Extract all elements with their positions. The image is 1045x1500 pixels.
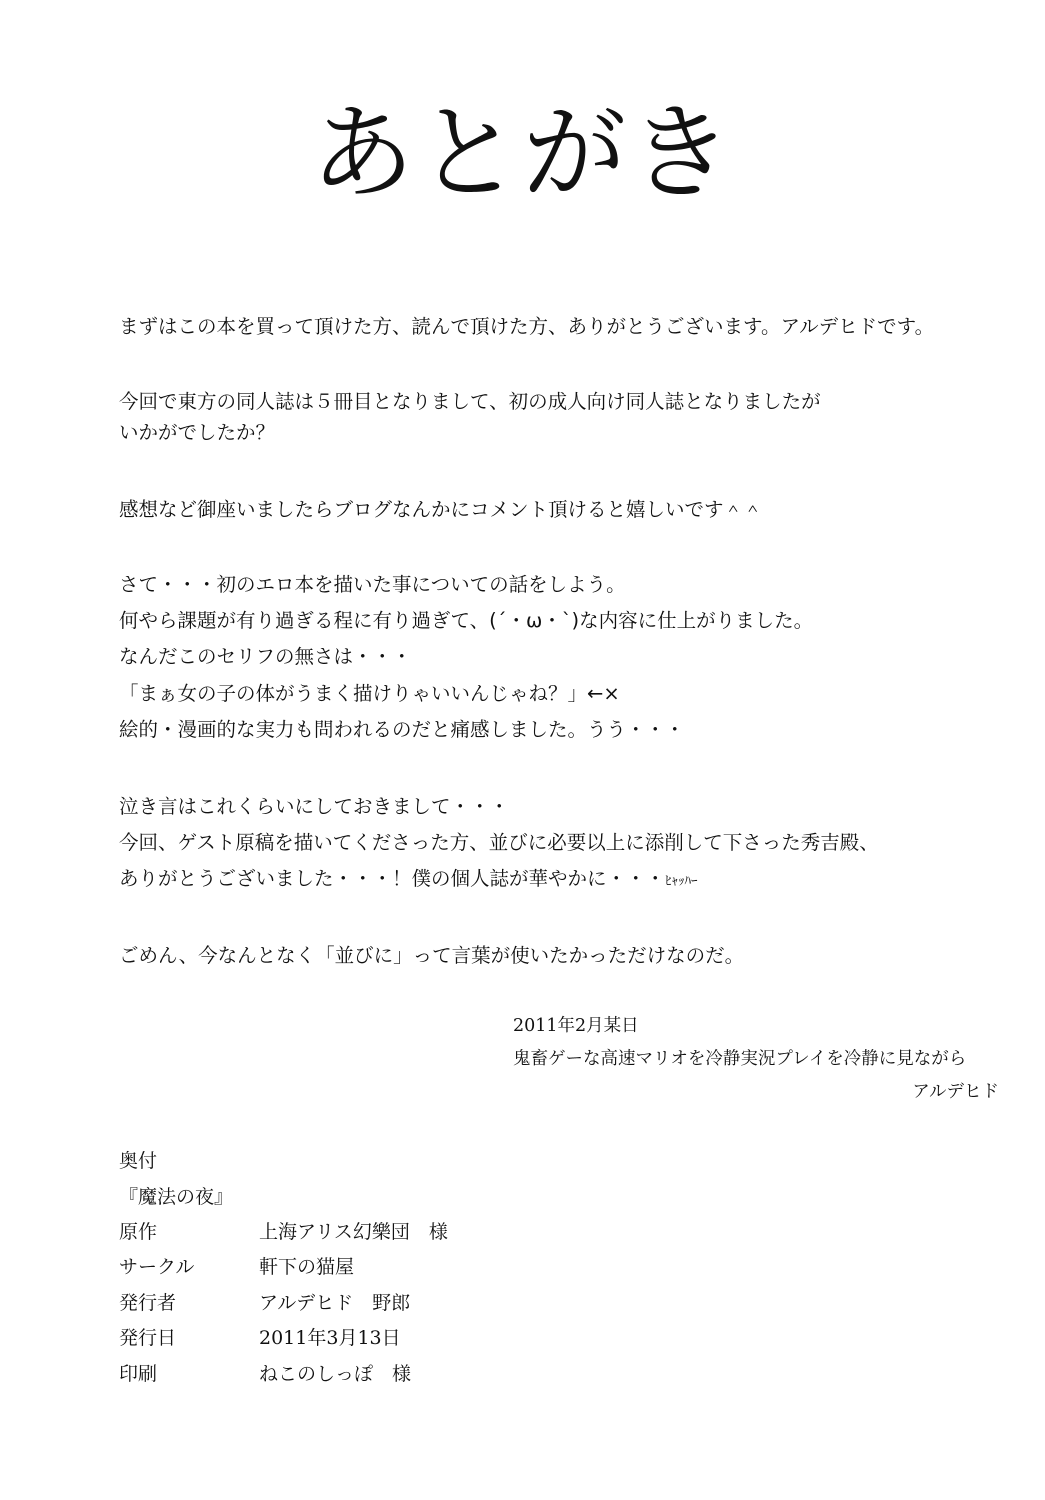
colophon-label: 原作 xyxy=(119,1221,158,1243)
colophon-label: 発行日 xyxy=(119,1327,177,1349)
colophon-value: ねこのしっぽ 様 xyxy=(259,1363,412,1385)
colophon-row-circle xyxy=(119,1254,719,1280)
colophon-value: 上海アリス幻樂団 様 xyxy=(259,1221,448,1243)
body-line: なんだこのセリフの無さは・・・ xyxy=(119,645,412,668)
colophon-value: 軒下の猫屋 xyxy=(259,1256,355,1278)
body-line-text: ありがとうございました・・・！僕の個人誌が華やかに・・・ xyxy=(119,867,666,890)
page-title: あとがき xyxy=(310,92,735,214)
colophon-label: 印刷 xyxy=(119,1363,158,1385)
colophon-heading: 奥付 xyxy=(119,1150,158,1172)
body-line: 絵的・漫画的な実力も問われるのだと痛感しました。うう・・・ xyxy=(119,718,685,741)
colophon-value: アルデヒド 野郎 xyxy=(259,1292,411,1314)
signature-author: アルデヒド xyxy=(912,1082,999,1102)
colophon-label: 発行者 xyxy=(119,1292,177,1314)
signature-note: 鬼畜ゲーな高速マリオを冷静実況プレイを冷静に見ながら xyxy=(513,1049,967,1069)
body-line: いかがでしたか？ xyxy=(119,421,276,444)
body-line: 泣き言はこれくらいにしておきまして・・・ xyxy=(119,795,510,818)
colophon-row-issue-date xyxy=(119,1325,719,1351)
colophon-row-publisher xyxy=(119,1290,719,1316)
body-line: さて・・・初のエロ本を描いた事についての話をしよう。 xyxy=(119,573,626,596)
colophon-row-printer xyxy=(119,1361,719,1387)
body-line: 今回で東方の同人誌は５冊目となりまして、初の成人向け同人誌となりましたが xyxy=(119,390,821,413)
colophon-value: 2011年3月13日 xyxy=(259,1327,401,1349)
body-line: まずはこの本を買って頂けた方、読んで頂けた方、ありがとうございます。アルデヒドです。 xyxy=(119,315,935,338)
colophon-row-original xyxy=(119,1219,719,1245)
body-line: ごめん、今なんとなく「並びに」って言葉が使いたかっただけなのだ。 xyxy=(119,944,745,967)
colophon-label: サークル xyxy=(119,1256,195,1278)
signature-date: 2011年2月某日 xyxy=(513,1016,639,1036)
body-line: 感想など御座いましたらブログなんかにコメント頂けると嬉しいです＾＾ xyxy=(119,498,763,521)
body-line: 何やら課題が有り過ぎる程に有り過ぎて、(´・ω・`)な内容に仕上がりました。 xyxy=(119,609,814,632)
colophon-book-title: 『魔法の夜』 xyxy=(119,1186,234,1208)
body-line: 今回、ゲスト原稿を描いてくださった方、並びに必要以上に添削して下さった秀吉殿、 xyxy=(119,831,879,854)
body-line: 「まぁ女の子の体がうまく描けりゃいいんじゃね？」←× xyxy=(119,682,620,705)
aside-small-text: ﾋｬｯﾊｰ xyxy=(665,874,698,889)
body-line xyxy=(119,866,698,895)
